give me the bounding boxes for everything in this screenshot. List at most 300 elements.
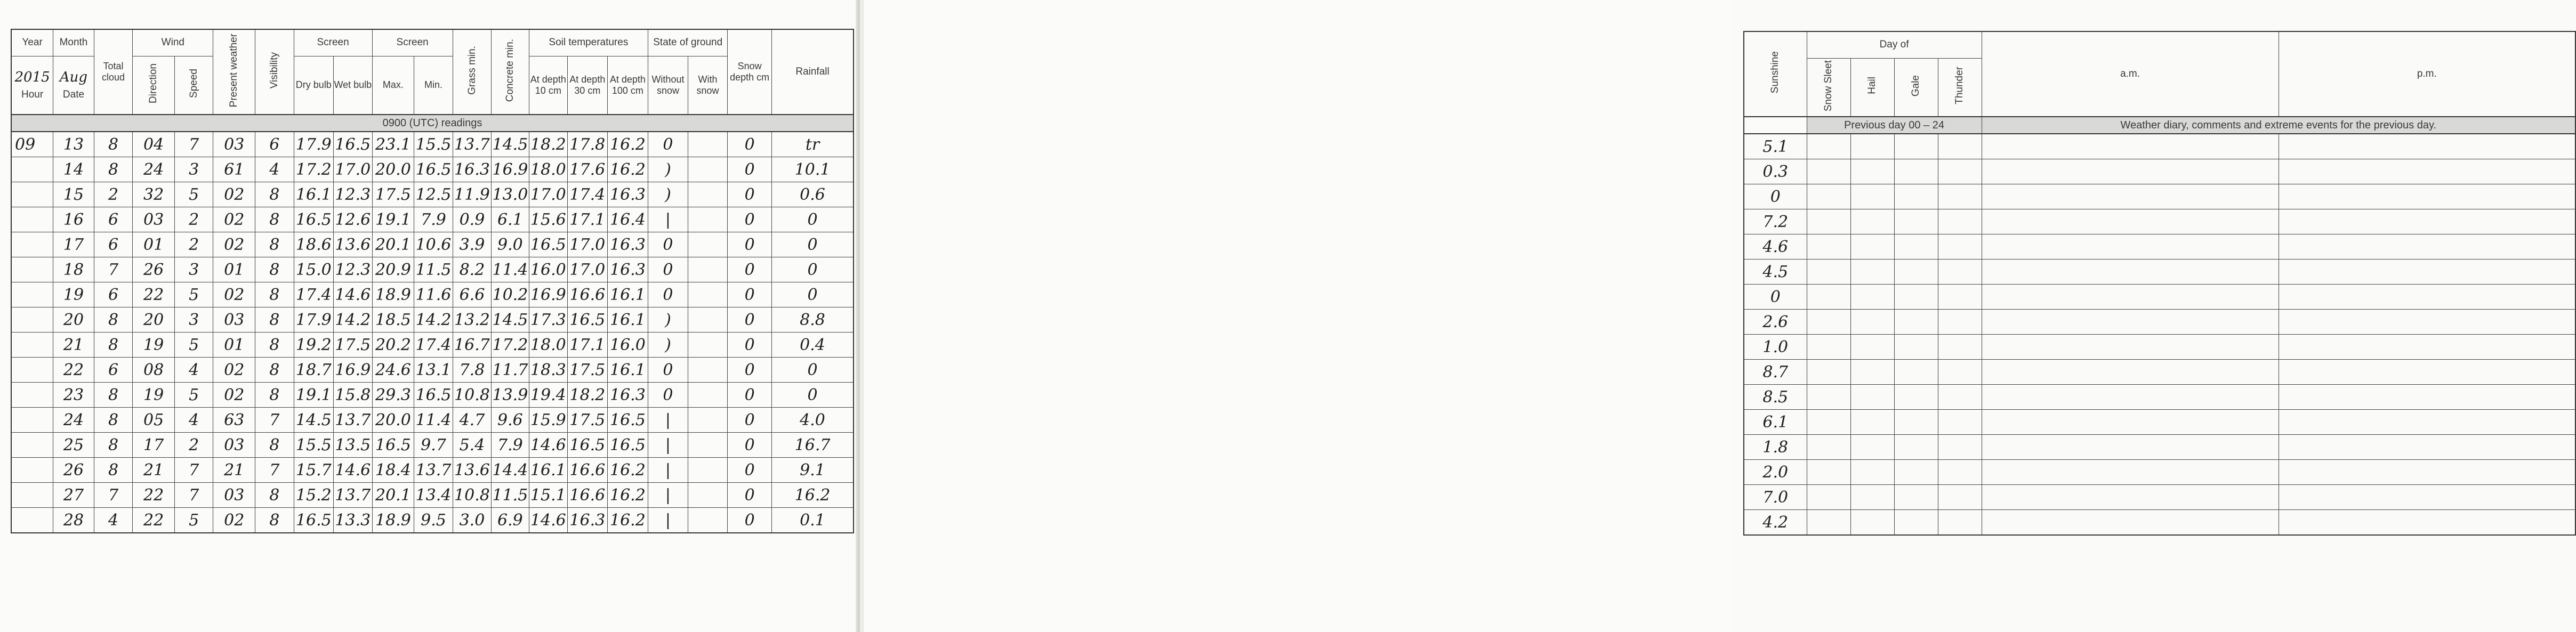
snow-sleet-cell <box>1807 310 1850 335</box>
visibility-cell: 8 <box>255 508 294 533</box>
hail-cell <box>1850 134 1894 159</box>
rainfall-header: Rainfall <box>772 29 854 115</box>
thunder-cell <box>1938 159 1982 184</box>
table-row <box>11 132 854 157</box>
table-row <box>11 257 854 282</box>
rainfall-cell: 0 <box>772 358 854 383</box>
date-cell: 22 <box>53 358 94 383</box>
thunder-cell <box>1938 360 1982 385</box>
table-row <box>11 383 854 408</box>
min-cell: 11.5 <box>414 257 453 282</box>
table-row <box>11 232 854 257</box>
sunshine-cell: 0 <box>1744 285 1807 310</box>
grass-min-cell: 10.8 <box>453 383 491 408</box>
without-snow-cell: 0 <box>648 383 688 408</box>
table-row <box>1744 234 2575 260</box>
max-cell: 29.3 <box>372 383 414 408</box>
dry-bulb-cell: 18.7 <box>294 358 334 383</box>
gale-cell <box>1894 184 1938 209</box>
rainfall-cell: 8.8 <box>772 307 854 333</box>
soil-100cm-cell: 16.1 <box>607 307 648 333</box>
wet-bulb-cell: 12.3 <box>334 182 372 207</box>
grass-min-cell: 3.9 <box>453 232 491 257</box>
max-cell: 20.2 <box>372 333 414 358</box>
soil-100cm-cell: 16.4 <box>607 207 648 232</box>
without-snow-cell: 0 <box>648 132 688 157</box>
hail-cell <box>1850 460 1894 485</box>
snow-depth-cell: 0 <box>728 157 772 182</box>
concrete-min-cell: 9.6 <box>492 408 529 433</box>
without-snow-cell: | <box>648 458 688 483</box>
snow-sleet-cell <box>1807 184 1850 209</box>
snow-depth-cell: 0 <box>728 207 772 232</box>
cloud-cell: 8 <box>94 132 132 157</box>
soil-10cm-cell: 18.0 <box>529 333 567 358</box>
pm-cell <box>2279 209 2575 234</box>
rainfall-cell: 0 <box>772 232 854 257</box>
wet-bulb-cell: 13.7 <box>334 483 372 508</box>
soil-100cm-header: At depth 100 cm <box>607 56 648 115</box>
present-weather-cell: 02 <box>213 508 255 533</box>
with-snow-cell <box>688 508 728 533</box>
table-row <box>1744 209 2575 234</box>
thunder-cell <box>1938 460 1982 485</box>
soil-30cm-cell: 16.6 <box>568 458 608 483</box>
thunder-cell <box>1938 260 1982 285</box>
max-cell: 20.1 <box>372 483 414 508</box>
grass-min-cell: 10.8 <box>453 483 491 508</box>
soil-100cm-cell: 16.1 <box>607 282 648 307</box>
am-cell <box>1982 209 2279 234</box>
hail-cell <box>1850 310 1894 335</box>
pm-cell <box>2279 234 2575 260</box>
present-weather-cell: 03 <box>213 132 255 157</box>
table-row <box>1744 510 2575 536</box>
soil-100cm-cell: 16.2 <box>607 483 648 508</box>
present-weather-cell: 03 <box>213 483 255 508</box>
soil-30cm-cell: 18.2 <box>568 383 608 408</box>
snow-depth-cell: 0 <box>728 333 772 358</box>
soil-100cm-cell: 16.3 <box>607 232 648 257</box>
visibility-cell: 8 <box>255 307 294 333</box>
sunshine-cell: 0 <box>1744 184 1807 209</box>
min-cell: 11.4 <box>414 408 453 433</box>
snow-depth-cell: 0 <box>728 132 772 157</box>
wind-speed-cell: 2 <box>174 232 213 257</box>
wind-direction-cell: 04 <box>133 132 175 157</box>
visibility-cell: 8 <box>255 207 294 232</box>
cloud-cell: 8 <box>94 408 132 433</box>
hail-cell <box>1850 209 1894 234</box>
table-row <box>11 182 854 207</box>
am-cell <box>1982 184 2279 209</box>
screen-temp-header: Screen <box>294 29 372 56</box>
concrete-min-cell: 6.9 <box>492 508 529 533</box>
thunder-cell <box>1938 510 1982 536</box>
wind-direction-cell: 22 <box>133 508 175 533</box>
cloud-cell: 7 <box>94 257 132 282</box>
wind-speed-cell: 7 <box>174 458 213 483</box>
min-cell: 12.5 <box>414 182 453 207</box>
am-cell <box>1982 410 2279 435</box>
wind-speed-cell: 4 <box>174 408 213 433</box>
cloud-cell: 2 <box>94 182 132 207</box>
table-row <box>1744 485 2575 510</box>
with-snow-cell <box>688 483 728 508</box>
max-cell: 20.0 <box>372 408 414 433</box>
dry-bulb-cell: 17.4 <box>294 282 334 307</box>
with-snow-cell <box>688 257 728 282</box>
cloud-cell: 8 <box>94 458 132 483</box>
year-hour-cell <box>11 56 53 115</box>
cloud-cell: 6 <box>94 358 132 383</box>
sunshine-cell: 5.1 <box>1744 134 1807 159</box>
diary-body <box>1744 134 2575 535</box>
wet-bulb-cell: 13.3 <box>334 508 372 533</box>
date-cell: 18 <box>53 257 94 282</box>
snow-sleet-cell <box>1807 410 1850 435</box>
sunshine-cell: 1.8 <box>1744 435 1807 460</box>
min-cell: 17.4 <box>414 333 453 358</box>
am-cell <box>1982 485 2279 510</box>
with-snow-header: With snow <box>688 56 728 115</box>
wind-speed-cell: 5 <box>174 383 213 408</box>
sunshine-cell: 4.2 <box>1744 510 1807 536</box>
sunshine-cell: 7.2 <box>1744 209 1807 234</box>
visibility-cell: 8 <box>255 282 294 307</box>
wind-header: Wind <box>133 29 213 56</box>
min-cell: 14.2 <box>414 307 453 333</box>
wet-bulb-cell: 13.7 <box>334 408 372 433</box>
grass-min-cell: 8.2 <box>453 257 491 282</box>
without-snow-cell: | <box>648 433 688 458</box>
wind-direction-cell: 05 <box>133 408 175 433</box>
thunder-cell <box>1938 285 1982 310</box>
total-cloud-header: Total cloud <box>94 29 132 115</box>
max-cell: 19.1 <box>372 207 414 232</box>
present-weather-cell: 01 <box>213 333 255 358</box>
pm-cell <box>2279 410 2575 435</box>
date-cell: 28 <box>53 508 94 533</box>
visibility-cell: 8 <box>255 182 294 207</box>
visibility-cell: 8 <box>255 483 294 508</box>
wind-speed-cell: 4 <box>174 358 213 383</box>
pm-cell <box>2279 385 2575 410</box>
rainfall-cell: 10.1 <box>772 157 854 182</box>
without-snow-cell: | <box>648 483 688 508</box>
hail-cell <box>1850 485 1894 510</box>
concrete-min-cell: 16.9 <box>492 157 529 182</box>
cloud-cell: 6 <box>94 207 132 232</box>
diary-band: Weather diary, comments and extreme events for the previous day. <box>1982 117 2575 134</box>
table-row <box>11 282 854 307</box>
present-weather-cell: 02 <box>213 383 255 408</box>
concrete-min-cell: 17.2 <box>492 333 529 358</box>
sunshine-cell: 6.1 <box>1744 410 1807 435</box>
hour-cell <box>11 333 53 358</box>
cloud-cell: 7 <box>94 483 132 508</box>
soil-10cm-cell: 15.9 <box>529 408 567 433</box>
pm-cell <box>2279 360 2575 385</box>
min-cell: 9.7 <box>414 433 453 458</box>
snow-sleet-cell <box>1807 510 1850 536</box>
soil-10cm-cell: 17.0 <box>529 182 567 207</box>
visibility-cell: 8 <box>255 358 294 383</box>
daily-readings-table <box>11 29 854 533</box>
dry-bulb-cell: 16.5 <box>294 207 334 232</box>
table-row <box>11 157 854 182</box>
soil-10cm-cell: 18.3 <box>529 358 567 383</box>
date-cell: 27 <box>53 483 94 508</box>
soil-30cm-cell: 16.3 <box>568 508 608 533</box>
without-snow-header: Without snow <box>648 56 688 115</box>
sunshine-cell: 4.6 <box>1744 234 1807 260</box>
min-cell: 9.5 <box>414 508 453 533</box>
hour-cell <box>11 408 53 433</box>
without-snow-cell: ) <box>648 157 688 182</box>
with-snow-cell <box>688 458 728 483</box>
sunshine-cell: 8.7 <box>1744 360 1807 385</box>
soil-30cm-cell: 17.5 <box>568 358 608 383</box>
gale-cell <box>1894 285 1938 310</box>
present-weather-cell: 63 <box>213 408 255 433</box>
snow-depth-cell: 0 <box>728 383 772 408</box>
without-snow-cell: ) <box>648 182 688 207</box>
with-snow-cell <box>688 282 728 307</box>
date-cell: 17 <box>53 232 94 257</box>
gale-cell <box>1894 159 1938 184</box>
soil-30cm-header: At depth 30 cm <box>568 56 608 115</box>
am-cell <box>1982 285 2279 310</box>
hail-cell <box>1850 159 1894 184</box>
present-weather-cell: 61 <box>213 157 255 182</box>
thunder-header: Thunder <box>1938 58 1982 117</box>
wet-bulb-cell: 13.5 <box>334 433 372 458</box>
soil-30cm-cell: 16.6 <box>568 282 608 307</box>
gale-cell <box>1894 485 1938 510</box>
snow-sleet-cell <box>1807 234 1850 260</box>
gale-cell <box>1894 435 1938 460</box>
soil-100cm-cell: 16.1 <box>607 358 648 383</box>
present-weather-cell: 03 <box>213 433 255 458</box>
sunshine-cell: 0.3 <box>1744 159 1807 184</box>
snow-depth-cell: 0 <box>728 358 772 383</box>
soil-10cm-cell: 18.2 <box>529 132 567 157</box>
soil-100cm-cell: 16.5 <box>607 433 648 458</box>
table-row <box>1744 159 2575 184</box>
present-weather-cell: 02 <box>213 232 255 257</box>
table-row <box>11 483 854 508</box>
wind-direction-cell: 08 <box>133 358 175 383</box>
am-header: a.m. <box>1982 31 2279 117</box>
table-row <box>1744 335 2575 360</box>
table-row <box>11 333 854 358</box>
cloud-cell: 4 <box>94 508 132 533</box>
snow-depth-cell: 0 <box>728 483 772 508</box>
am-cell <box>1982 310 2279 335</box>
wind-direction-cell: 01 <box>133 232 175 257</box>
thunder-cell <box>1938 134 1982 159</box>
rainfall-cell: 0 <box>772 257 854 282</box>
soil-30cm-cell: 17.1 <box>568 333 608 358</box>
snow-sleet-cell <box>1807 460 1850 485</box>
snow-depth-cell: 0 <box>728 257 772 282</box>
concrete-min-cell: 11.4 <box>492 257 529 282</box>
soil-30cm-cell: 17.8 <box>568 132 608 157</box>
snow-depth-cell: 0 <box>728 508 772 533</box>
wind-direction-cell: 19 <box>133 383 175 408</box>
wet-bulb-cell: 13.6 <box>334 232 372 257</box>
pm-cell <box>2279 260 2575 285</box>
table-row <box>1744 460 2575 485</box>
min-cell: 15.5 <box>414 132 453 157</box>
table-row <box>1744 410 2575 435</box>
soil-100cm-cell: 16.2 <box>607 157 648 182</box>
thunder-cell <box>1938 335 1982 360</box>
readings-band: 0900 (UTC) readings <box>11 115 854 132</box>
state-of-ground-header: State of ground <box>648 29 728 56</box>
concrete-min-cell: 11.7 <box>492 358 529 383</box>
table-row <box>11 307 854 333</box>
dry-bulb-cell: 18.6 <box>294 232 334 257</box>
wind-direction-cell: 19 <box>133 333 175 358</box>
with-snow-cell <box>688 207 728 232</box>
soil-10cm-header: At depth 10 cm <box>529 56 567 115</box>
pm-cell <box>2279 460 2575 485</box>
present-weather-cell: 03 <box>213 307 255 333</box>
month-value: Aug <box>59 69 88 85</box>
screen-maxmin-header: Screen <box>372 29 453 56</box>
concrete-min-cell: 10.2 <box>492 282 529 307</box>
wind-speed-cell: 2 <box>174 433 213 458</box>
date-cell: 21 <box>53 333 94 358</box>
wet-bulb-cell: 12.3 <box>334 257 372 282</box>
max-cell: 16.5 <box>372 433 414 458</box>
wet-bulb-header: Wet bulb <box>334 56 372 115</box>
gale-cell <box>1894 460 1938 485</box>
cloud-cell: 6 <box>94 282 132 307</box>
wind-direction-cell: 26 <box>133 257 175 282</box>
dry-bulb-cell: 15.7 <box>294 458 334 483</box>
sunshine-cell: 2.6 <box>1744 310 1807 335</box>
present-weather-cell: 02 <box>213 358 255 383</box>
table-row <box>1744 184 2575 209</box>
rainfall-cell: 0 <box>772 282 854 307</box>
gale-cell <box>1894 410 1938 435</box>
present-weather-cell: 01 <box>213 257 255 282</box>
hour-cell <box>11 433 53 458</box>
grass-min-cell: 13.6 <box>453 458 491 483</box>
month-date-cell <box>53 56 94 115</box>
snow-depth-cell: 0 <box>728 232 772 257</box>
snow-depth-cell: 0 <box>728 408 772 433</box>
pm-cell <box>2279 134 2575 159</box>
min-cell: 16.5 <box>414 383 453 408</box>
wet-bulb-cell: 16.5 <box>334 132 372 157</box>
wet-bulb-cell: 14.2 <box>334 307 372 333</box>
without-snow-cell: ) <box>648 307 688 333</box>
soil-10cm-cell: 14.6 <box>529 508 567 533</box>
thunder-cell <box>1938 435 1982 460</box>
left-page <box>0 0 856 632</box>
soil-10cm-cell: 16.9 <box>529 282 567 307</box>
rainfall-cell: 16.7 <box>772 433 854 458</box>
dry-bulb-cell: 16.1 <box>294 182 334 207</box>
present-weather-cell: 02 <box>213 182 255 207</box>
sunshine-cell: 8.5 <box>1744 385 1807 410</box>
sunshine-cell: 4.5 <box>1744 260 1807 285</box>
soil-10cm-cell: 14.6 <box>529 433 567 458</box>
cloud-cell: 8 <box>94 157 132 182</box>
hour-cell <box>11 383 53 408</box>
soil-100cm-cell: 16.2 <box>607 508 648 533</box>
table-row <box>11 433 854 458</box>
date-cell: 14 <box>53 157 94 182</box>
soil-10cm-cell: 19.4 <box>529 383 567 408</box>
wind-speed-cell: 7 <box>174 483 213 508</box>
soil-10cm-cell: 15.6 <box>529 207 567 232</box>
table-row <box>11 207 854 232</box>
concrete-min-header: Concrete min. <box>492 29 529 115</box>
dry-bulb-cell: 14.5 <box>294 408 334 433</box>
gale-cell <box>1894 310 1938 335</box>
wet-bulb-cell: 14.6 <box>334 458 372 483</box>
pm-cell <box>2279 510 2575 536</box>
visibility-header: Visibility <box>255 29 294 115</box>
dry-bulb-cell: 17.9 <box>294 307 334 333</box>
min-cell: 13.7 <box>414 458 453 483</box>
am-cell <box>1982 335 2279 360</box>
wind-speed-cell: 5 <box>174 333 213 358</box>
snow-depth-cell: 0 <box>728 182 772 207</box>
snow-sleet-cell <box>1807 285 1850 310</box>
wind-direction-cell: 21 <box>133 458 175 483</box>
soil-30cm-cell: 16.5 <box>568 307 608 333</box>
snow-sleet-cell <box>1807 435 1850 460</box>
soil-30cm-cell: 17.6 <box>568 157 608 182</box>
wind-speed-cell: 5 <box>174 182 213 207</box>
pm-cell <box>2279 310 2575 335</box>
hour-cell <box>11 508 53 533</box>
hail-cell <box>1850 335 1894 360</box>
hour-cell <box>11 257 53 282</box>
concrete-min-cell: 6.1 <box>492 207 529 232</box>
table-row <box>11 458 854 483</box>
soil-30cm-cell: 17.4 <box>568 182 608 207</box>
rainfall-cell: tr <box>772 132 854 157</box>
snow-depth-header: Snow depth cm <box>728 29 772 115</box>
visibility-cell: 8 <box>255 383 294 408</box>
right-page <box>864 0 2437 632</box>
table-row <box>1744 360 2575 385</box>
thunder-cell <box>1938 385 1982 410</box>
soil-100cm-cell: 16.3 <box>607 257 648 282</box>
max-cell: 20.1 <box>372 232 414 257</box>
snow-sleet-header: Snow Sleet <box>1807 58 1850 117</box>
max-cell: 23.1 <box>372 132 414 157</box>
min-cell: 11.6 <box>414 282 453 307</box>
snow-sleet-cell <box>1807 385 1850 410</box>
without-snow-cell: 0 <box>648 282 688 307</box>
pm-cell <box>2279 159 2575 184</box>
hour-cell <box>11 207 53 232</box>
rainfall-cell: 16.2 <box>772 483 854 508</box>
gale-header: Gale <box>1894 58 1938 117</box>
wind-direction-cell: 22 <box>133 483 175 508</box>
thunder-cell <box>1938 310 1982 335</box>
grass-min-cell: 0.9 <box>453 207 491 232</box>
grass-min-cell: 13.2 <box>453 307 491 333</box>
